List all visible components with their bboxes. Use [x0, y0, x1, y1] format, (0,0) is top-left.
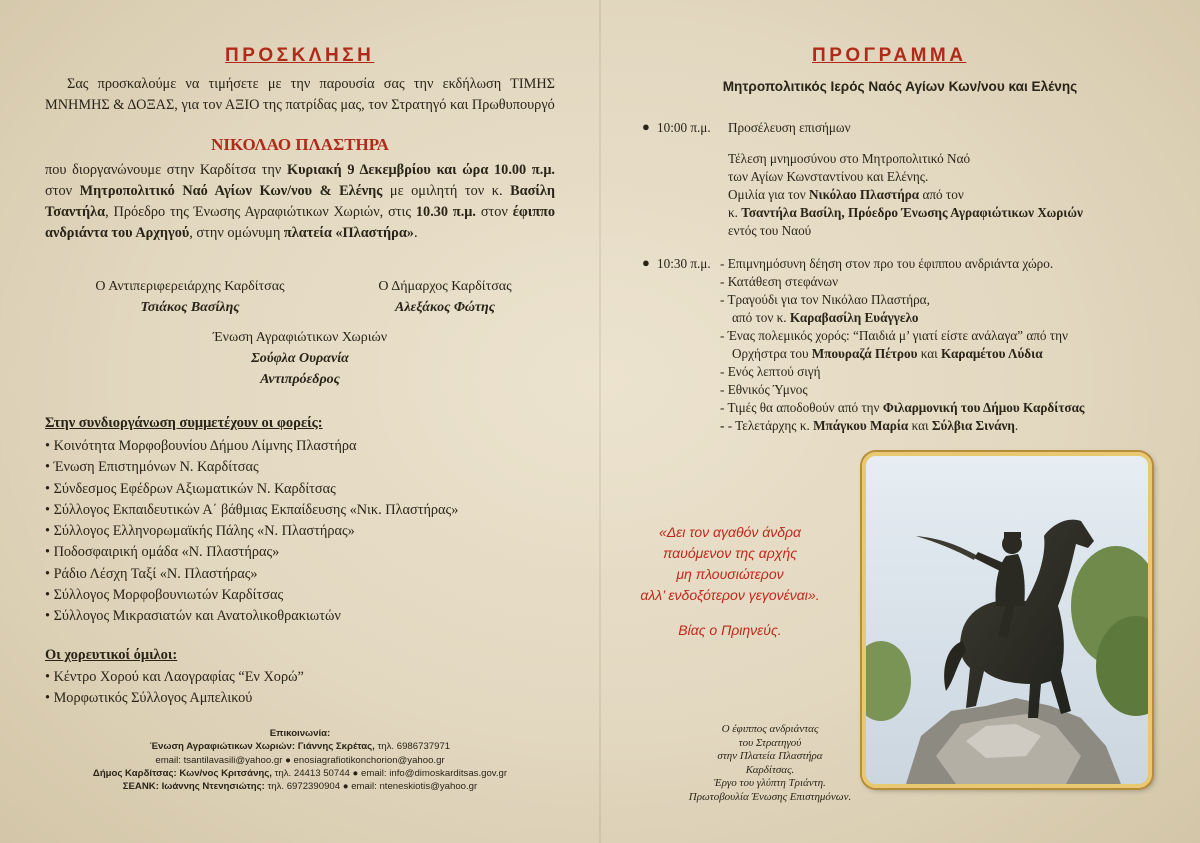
- quote-author: Βίας ο Πριηνεύς.: [678, 622, 782, 638]
- participant-item: • Σύλλογος Μορφοβουνιωτών Καρδίτσας: [45, 587, 284, 604]
- signature-title: Ο Δήμαρχος Καρδίτσας: [378, 279, 512, 294]
- participant-item: • Ένωση Επιστημόνων Ν. Καρδίτσας: [45, 459, 259, 476]
- dance-groups-title: Οι χορευτικοί όμιλοι:: [45, 647, 178, 663]
- participant-item: • Σύλλογος Εκπαιδευτικών Α΄ βάθμιας Εκπαίδευσης «Νικ. Πλαστήρας»: [45, 501, 459, 518]
- time-1000: 10:00 π.μ.: [657, 120, 711, 135]
- invitation-intro: Σας προσκαλούμε να τιμήσετε με την παρουσία σας την εκδήλωση ΤΙΜΗΣ ΜΝΗΜΗΣ & ΔΟΞΑΣ, για τον ΑΞΙΟ της πατρίδας μας, τον Στρατηγό και Πρωθυπουργό: [45, 76, 555, 113]
- contact-title: Επικοινωνία:: [269, 728, 331, 739]
- equestrian-statue-image: [866, 456, 1148, 784]
- participant-item: • Κοινότητα Μορφοβουνίου Δήμου Λίμνης Πλαστήρα: [45, 438, 357, 454]
- participants-list: [45, 436, 565, 628]
- dance-groups-list: [45, 667, 565, 710]
- signature-title: Ένωση Αγραφιώτικων Χωριών: [212, 330, 388, 345]
- signature-name: Αλεξάκος Φώτης: [395, 300, 495, 315]
- participant-item: • Ράδιο Λέσχη Ταξί «Ν. Πλαστήρας»: [45, 565, 258, 582]
- ceremony-items: - Επιμνημόσυνη δέηση στον προ του έφιππου ανδριάντα χώρο. - Κατάθεση στεφάνων - Τραγούδι για τον Νικόλαο Πλαστήρα, από τον κ. Καραβασίλη Ευάγγελο - Ένας πολεμικός χορός: “Παιδιά μ’ γιατί είστε ανάλαγα” από την Ορχήστρα του Μπουραζά Πέτρου και Καραμέτου Λύδια - Ενός λεπτού σιγή - Εθνικός Ύμνος - Τιμές θα αποδοθούν από την Φιλαρμονική του Δήμου Καρδίτσας - - Τελετάρχης κ. Μπάγκου Μαρία και Σύλβια Σινάνη.: [720, 256, 1085, 433]
- signature-deputy-governor: [60, 276, 320, 318]
- program-subtitle: Μητροπολιτικός Ιερός Ναός Αγίων Κων/νου και Ελένης: [722, 79, 1078, 94]
- dance-group-item: • Κέντρο Χορού και Λαογραφίας “Εν Χορώ”: [45, 669, 304, 685]
- memorial-service-block: Τέλεση μνημοσύνου στο Μητροπολιτικό Ναό των Αγίων Κωνσταντίνου και Ελένης. Ομιλία για τον Νικόλαο Πλαστήρα από τον κ. Τσαντήλα Βασίλη, Πρόεδρο Ένωσης Αγραφιώτικων Χωριών εντός του Ναού: [728, 151, 1083, 238]
- participant-item: • Σύλλογος Ελληνορωμαϊκής Πάλης «Ν. Πλαστήρας»: [45, 523, 355, 540]
- signature-name: Τσιάκος Βασίλης: [140, 300, 240, 315]
- invitation-details: που διοργανώνουμε στην Καρδίτσα την Κυριακή 9 Δεκεμβρίου και ώρα 10.00 π.μ. στον Μητροπολιτικό Ναό Αγίων Κων/νου & Ελένης με ομιλητή τον κ. Βασίλη Τσαντήλα, Πρόεδρο της Ένωσης Αγραφιώτικων Χωριών, στις 10.30 π.μ. στον έφιππο ανδριάντα του Αρχηγού, στην ομώνυμη πλατεία «Πλαστήρα».: [45, 162, 556, 241]
- participants-title: Στην συνδιοργάνωση συμμετέχουν οι φορείς:: [45, 415, 323, 431]
- statue-caption: Ο έφιππος ανδριάντας του Στρατηγού στην Πλατεία Πλαστήρα Καρδίτσας. Έργο του γλύπτη Τριάντη. Πρωτοβουλία Ένωσης Επιστημόνων.: [688, 723, 852, 803]
- signature-mayor: [335, 276, 555, 318]
- signature-title: Ο Αντιπεριφερειάρχης Καρδίτσας: [95, 279, 285, 294]
- contact-block: Επικοινωνία: Ένωση Αγραφιώτικων Χωριών: Γιάννης Σκρέτας, τηλ. 6986737971 email: tsantilavasili@yahoo.gr ● enosiagrafiotikonchorion@yahoo.gr Δήμος Καρδίτσας: Κων/νος Κριτσάνης, τηλ. 24413 50744 ● email: info@dimoskarditsas.gov.gr ΣΕΑΝΚ: Ιωάννης Ντενησιώτης: τηλ. 6972390904 ● email: nteneskiotis@yahoo.gr: [0, 727, 600, 793]
- arrival-officials: Προσέλευση επισήμων: [728, 120, 851, 135]
- signature-name: Σούφλα Ουρανία: [251, 351, 349, 366]
- bullet-icon: ●: [642, 119, 650, 134]
- invitation-heading: ΠΡΟΣΚΛΗΣΗ: [225, 45, 375, 66]
- honoree-name: ΝΙΚΟΛΑΟ ΠΛΑΣΤΗΡΑ: [211, 135, 389, 154]
- signature-role: Αντιπρόεδρος: [260, 372, 340, 387]
- time-1030: 10:30 π.μ.: [657, 256, 711, 271]
- bullet-icon: ●: [642, 255, 650, 270]
- signature-union: [185, 327, 415, 390]
- participant-item: • Ποδοσφαιρική ομάδα «Ν. Πλαστήρας»: [45, 544, 280, 561]
- contact-emails: email: tsantilavasili@yahoo.gr ● enosiagrafiotikonchorion@yahoo.gr: [155, 754, 445, 766]
- bias-quote: «Δει τον αγαθόν άνδρα παυόμενον της αρχής μη πλουσιώτερον αλλ’ ενδοξότερον γεγονέναι». Βίας ο Πριηνεύς.: [610, 522, 850, 641]
- program-heading: ΠΡΟΓΡΑΜΜΑ: [812, 45, 967, 66]
- statue-photo: [862, 452, 1152, 788]
- participant-item: • Σύνδεσμος Εφέδρων Αξιωματικών Ν. Καρδίτσας: [45, 480, 336, 497]
- participant-item: • Σύλλογος Μικρασιατών και Ανατολικοθρακιωτών: [45, 608, 341, 625]
- dance-group-item: • Μορφωτικός Σύλλογος Αμπελικού: [45, 690, 253, 707]
